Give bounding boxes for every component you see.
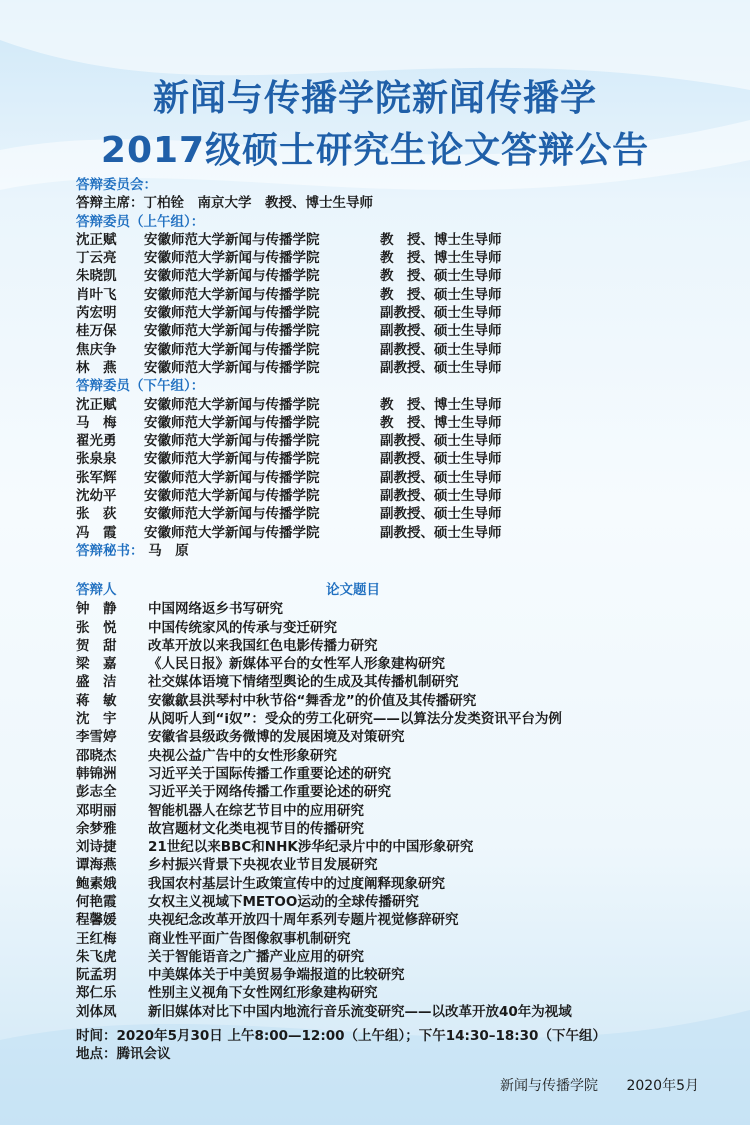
thesis-column-header: 论文题目	[326, 582, 380, 599]
thesis-title: 中国网络返乡书写研究	[148, 601, 283, 618]
member-org: 安徽师范大学新闻与传播学院	[144, 433, 320, 450]
member-org: 安徽师范大学新闻与传播学院	[144, 268, 320, 285]
member-name: 张 荻	[76, 506, 117, 523]
thesis-title: 商业性平面广告图像叙事机制研究	[148, 930, 351, 947]
member-org: 安徽师范大学新闻与传播学院	[144, 488, 320, 505]
member-title: 教 授、博士生导师	[380, 231, 502, 248]
defense-row	[76, 692, 716, 710]
member-row	[76, 505, 716, 523]
footer	[500, 1075, 699, 1095]
member-org: 安徽师范大学新闻与传播学院	[144, 250, 320, 267]
member-org: 安徽师范大学新闻与传播学院	[144, 359, 320, 376]
member-org: 安徽师范大学新闻与传播学院	[144, 469, 320, 486]
member-row	[76, 432, 716, 450]
member-name: 桂万保	[76, 323, 117, 340]
member-name: 沈正赋	[76, 231, 117, 248]
thesis-title: 习近平关于国际传播工作重要论述的研究	[148, 765, 391, 782]
defender-name: 郑仁乐	[76, 985, 117, 1002]
defense-list	[76, 600, 716, 1021]
committee-heading: 答辩委员会：	[76, 177, 157, 193]
defense-row	[76, 600, 716, 618]
member-name: 焦庆争	[76, 341, 117, 358]
page-subtitle: 2017级硕士研究生论文答辩公告	[100, 130, 650, 171]
member-title: 教 授、博士生导师	[380, 250, 502, 267]
member-org: 安徽师范大学新闻与传播学院	[144, 524, 320, 541]
defender-name: 王红梅	[76, 930, 117, 947]
thesis-title: 社交媒体语境下情绪型舆论的生成及其传播机制研究	[148, 674, 459, 691]
member-name: 张泉泉	[76, 451, 117, 468]
defender-name: 邓明丽	[76, 802, 117, 819]
thesis-title: 安徽省县级政务微博的发展困境及对策研究	[148, 729, 405, 746]
defense-row	[76, 673, 716, 691]
thesis-title: 从阅听人到“i奴”：受众的劳工化研究——以算法分发类资讯平台为例	[148, 711, 562, 728]
member-org: 安徽师范大学新闻与传播学院	[144, 305, 320, 322]
member-title: 教 授、硕士生导师	[380, 286, 502, 303]
member-row	[76, 487, 716, 505]
afternoon-group-heading: 答辩委员（下午组）：	[76, 378, 205, 395]
member-org: 安徽师范大学新闻与传播学院	[144, 414, 320, 431]
footer-org: 新闻与传播学院	[500, 1078, 598, 1094]
defender-column-header: 答辩人	[76, 582, 117, 599]
defense-row	[76, 802, 716, 820]
member-name: 朱晓凯	[76, 268, 117, 285]
defender-name: 程馨媛	[76, 912, 117, 929]
member-name: 林 燕	[76, 359, 117, 376]
member-org: 安徽师范大学新闻与传播学院	[144, 231, 320, 248]
thesis-title: 安徽歙县洪琴村中秋节俗“舞香龙”的价值及其传播研究	[148, 692, 477, 709]
member-name: 肖叶飞	[76, 286, 117, 303]
member-name: 芮宏明	[76, 305, 117, 322]
defense-row	[76, 765, 716, 783]
defense-row	[76, 930, 716, 948]
defense-row	[76, 1003, 716, 1021]
member-title: 副教授、硕士生导师	[380, 305, 502, 322]
defense-row	[76, 911, 716, 929]
thesis-title: 性别主义视角下女性网红形象建构研究	[148, 985, 378, 1002]
secretary-name: 马 原	[148, 542, 189, 559]
thesis-title: 习近平关于网络传播工作重要论述的研究	[148, 784, 391, 801]
morning-member-list	[76, 231, 716, 377]
thesis-title: 央视公益广告中的女性形象研究	[148, 747, 337, 764]
afternoon-member-list	[76, 396, 716, 542]
secretary-label: 答辩秘书：	[76, 542, 144, 559]
defense-table-header	[76, 580, 716, 600]
member-row	[76, 469, 716, 487]
defense-row	[76, 966, 716, 984]
defender-name: 钟 静	[76, 601, 117, 618]
morning-group-heading: 答辩委员（上午组）：	[76, 213, 205, 230]
member-title: 教 授、博士生导师	[380, 396, 502, 413]
member-row	[76, 396, 716, 414]
thesis-title: 改革开放以来我国红色电影传播力研究	[148, 637, 378, 654]
defense-row	[76, 893, 716, 911]
member-org: 安徽师范大学新闻与传播学院	[144, 451, 320, 468]
defense-row	[76, 838, 716, 856]
member-row	[76, 304, 716, 322]
member-title: 副教授、硕士生导师	[380, 323, 502, 340]
defender-name: 沈 宇	[76, 711, 117, 728]
announcement-body	[76, 176, 716, 1064]
member-row	[76, 231, 716, 249]
thesis-title: 女权主义视域下METOO运动的全球传播研究	[148, 893, 419, 910]
thesis-title: 央视纪念改革开放四十周年系列专题片视觉修辞研究	[148, 912, 459, 929]
member-title: 副教授、硕士生导师	[380, 469, 502, 486]
member-row	[76, 359, 716, 377]
member-title: 教 授、博士生导师	[380, 414, 502, 431]
defense-row	[76, 747, 716, 765]
footer-date: 2020年5月	[626, 1078, 699, 1094]
defender-name: 张 悦	[76, 619, 117, 636]
defender-name: 梁 嘉	[76, 656, 117, 673]
thesis-title: 乡村振兴背景下央视农业节目发展研究	[148, 857, 378, 874]
defender-name: 蒋 敏	[76, 692, 117, 709]
defense-row	[76, 856, 716, 874]
member-row	[76, 450, 716, 468]
member-title: 副教授、硕士生导师	[380, 488, 502, 505]
member-title: 副教授、硕士生导师	[380, 506, 502, 523]
defense-row	[76, 948, 716, 966]
defender-name: 余梦雅	[76, 820, 117, 837]
member-row	[76, 341, 716, 359]
member-row	[76, 267, 716, 285]
member-name: 冯 霞	[76, 524, 117, 541]
member-row	[76, 524, 716, 542]
thesis-title: 21世纪以来BBC和NHK涉华纪录片中的中国形象研究	[148, 839, 474, 856]
defense-row	[76, 637, 716, 655]
defender-name: 邵晓杰	[76, 747, 117, 764]
chair-line: 答辩主席：丁柏铨 南京大学 教授、博士生导师	[76, 195, 373, 212]
defender-name: 盛 洁	[76, 674, 117, 691]
member-title: 教 授、硕士生导师	[380, 268, 502, 285]
member-row	[76, 286, 716, 304]
page-title: 新闻与传播学院新闻传播学	[152, 78, 597, 119]
defender-name: 刘诗捷	[76, 839, 117, 856]
member-title: 副教授、硕士生导师	[380, 359, 502, 376]
thesis-title: 关于智能语音之广播产业应用的研究	[148, 948, 364, 965]
member-name: 马 梅	[76, 414, 117, 431]
member-name: 沈正赋	[76, 396, 117, 413]
defense-row	[76, 728, 716, 746]
member-name: 沈幼平	[76, 488, 117, 505]
member-org: 安徽师范大学新闻与传播学院	[144, 396, 320, 413]
defender-name: 贺 甜	[76, 637, 117, 654]
defender-name: 阮孟玥	[76, 967, 117, 984]
member-row	[76, 249, 716, 267]
thesis-title: 中国传统家风的传承与变迁研究	[148, 619, 337, 636]
thesis-title: 新旧媒体对比下中国内地流行音乐流变研究——以改革开放40年为视域	[148, 1003, 572, 1020]
member-row	[76, 322, 716, 340]
member-title: 副教授、硕士生导师	[380, 524, 502, 541]
defense-row	[76, 984, 716, 1002]
member-org: 安徽师范大学新闻与传播学院	[144, 341, 320, 358]
member-org: 安徽师范大学新闻与传播学院	[144, 506, 320, 523]
defender-name: 鲍素娥	[76, 875, 117, 892]
thesis-title: 《人民日报》新媒体平台的女性军人形象建构研究	[148, 656, 445, 673]
time-line: 时间：2020年5月30日 上午8:00—12:00（上午组）；下午14:30–18:30（下午组）	[76, 1028, 606, 1045]
defense-row	[76, 875, 716, 893]
defense-row	[76, 710, 716, 728]
member-name: 翟光勇	[76, 433, 117, 450]
place-line: 地点：腾讯会议	[76, 1046, 171, 1063]
defender-name: 李雪婷	[76, 729, 117, 746]
member-org: 安徽师范大学新闻与传播学院	[144, 323, 320, 340]
member-name: 张军辉	[76, 469, 117, 486]
defender-name: 朱飞虎	[76, 948, 117, 965]
defense-row	[76, 783, 716, 801]
member-title: 副教授、硕士生导师	[380, 451, 502, 468]
defender-name: 彭志全	[76, 784, 117, 801]
thesis-title: 故宫题材文化类电视节目的传播研究	[148, 820, 364, 837]
member-name: 丁云亮	[76, 250, 117, 267]
defender-name: 谭海燕	[76, 857, 117, 874]
member-row	[76, 414, 716, 432]
defense-row	[76, 619, 716, 637]
thesis-title: 我国农村基层计生政策宣传中的过度阐释现象研究	[148, 875, 445, 892]
defense-row	[76, 655, 716, 673]
thesis-title: 中美媒体关于中美贸易争端报道的比较研究	[148, 967, 405, 984]
member-title: 副教授、硕士生导师	[380, 341, 502, 358]
defender-name: 何艳霞	[76, 893, 117, 910]
defense-row	[76, 820, 716, 838]
member-title: 副教授、硕士生导师	[380, 433, 502, 450]
member-org: 安徽师范大学新闻与传播学院	[144, 286, 320, 303]
defender-name: 刘体凤	[76, 1003, 117, 1020]
thesis-title: 智能机器人在综艺节目中的应用研究	[148, 802, 364, 819]
defender-name: 韩锦洲	[76, 765, 117, 782]
